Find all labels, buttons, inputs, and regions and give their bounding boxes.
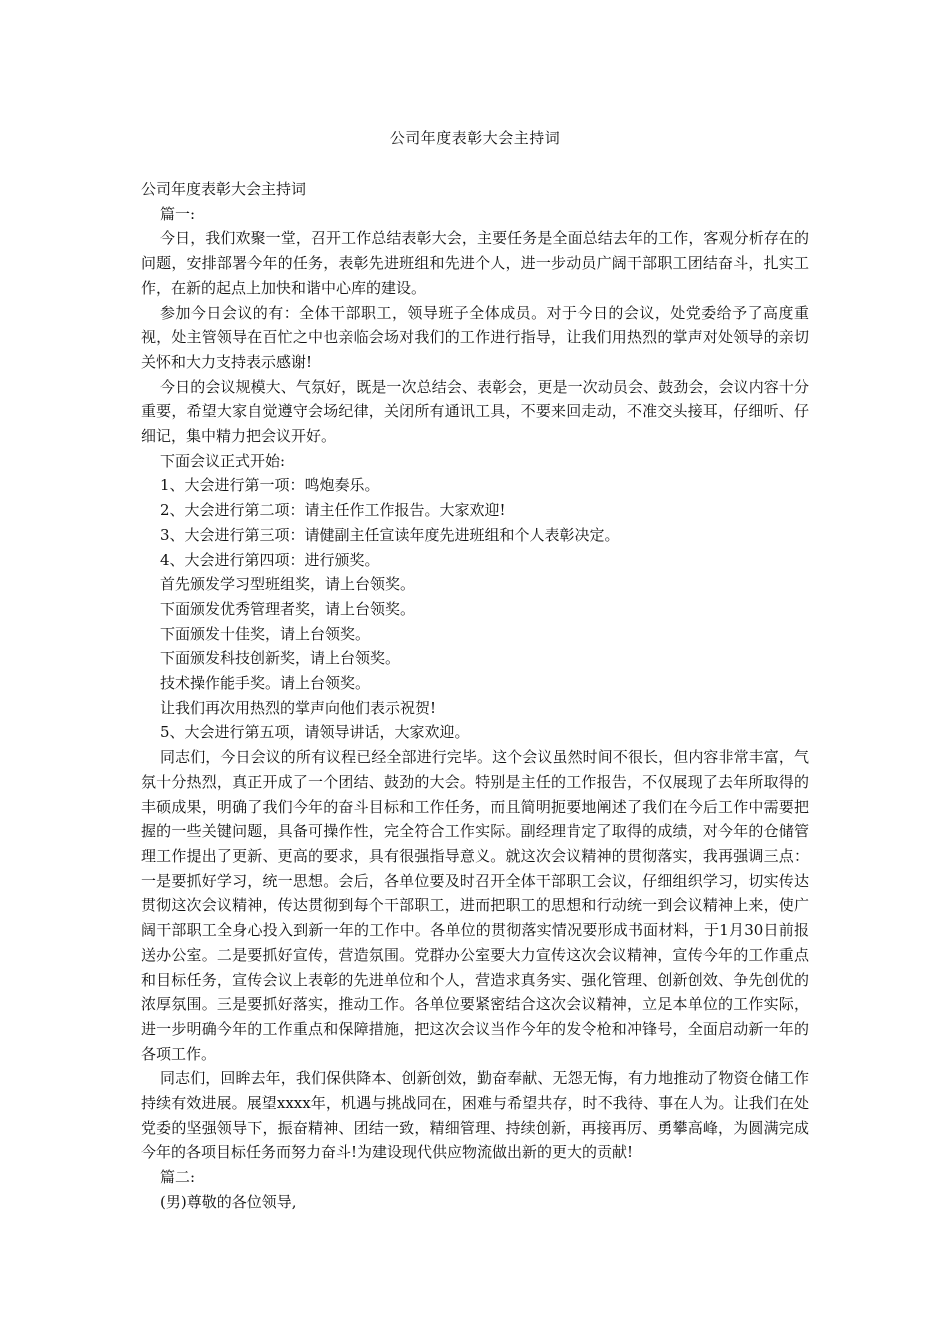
document-heading: 公司年度表彰大会主持词 <box>141 180 307 198</box>
award-line: 下面颁发优秀管理者奖，请上台领奖。 <box>160 599 416 618</box>
award-line: 首先颁发学习型班组奖，请上台领奖。 <box>160 575 416 594</box>
paragraph: 参加今日会议的有：全体干部职工，领导班子全体成员。对于今日的会议，处党委给予了高度重视，处主管领导在百忙之中也亲临会场对我们的工作进行指导，让我们用热烈的掌声对处领导的亲切关怀和大力支持表示感谢! <box>141 303 809 371</box>
paragraph: 同志们，今日会议的所有议程已经全部进行完毕。这个会议虽然时间不很长，但内容非常丰富，气氛十分热烈，真正开成了一个团结、鼓劲的大会。特别是主任的工作报告，不仅展现了去年所取得的丰硕成果，明确了我们今年的奋斗目标和工作任务，而且简明扼要地阐述了我们在今后工作中需要把握的一些关键问题，具备可操作性，完全符合工作实际。副经理肯定了取得的成绩，对今年的仓储管理工作提出了更新、更高的要求，具有很强指导意义。就这次会议精神的贯彻落实，我再强调三点：一是要抓好学习，统一思想。会后，各单位要及时召开全体干部职工会议，仔细组织学习，切实传达贯彻这次会议精神，传达贯彻到每个干部职工，进而把职工的思想和行动统一到会议精神上来，使广阔干部职工全身心投入到新一年的工作中。各单位的贯彻落实情况要形成书面材料，于1月30日前报送办公室。二是要抓好宣传，营造氛围。党群办公室要大力宣传这次会议精神，宣传今年的工作重点和目标任务，宣传会议上表彰的先进单位和个人，营造求真务实、强化管理、创新创效、争先创优的浓厚氛围。三是要抓好落实，推动工作。各单位要紧密结合这次会议精神，立足本单位的工作实际，进一步明确今年的工作重点和保障措施，把这次会议当作今年的发令枪和冲锋号，全面启动新一年的各项工作。 <box>141 748 809 1063</box>
agenda-item: 4、大会进行第四项：进行颁奖。 <box>160 550 380 569</box>
paragraph: 今日，我们欢聚一堂，召开工作总结表彰大会，主要任务是全面总结去年的工作，客观分析存在的问题，安排部署今年的任务，表彰先进班组和先进个人，进一步动员广阔干部职工团结奋斗，扎实工作，在新的起点上加快和谐中心库的建设。 <box>141 229 809 297</box>
agenda-item: 1、大会进行第一项：鸣炮奏乐。 <box>160 476 380 495</box>
agenda-item: 5、大会进行第五项，请领导讲话，大家欢迎。 <box>160 723 470 742</box>
paragraph: 今日的会议规模大、气氛好，既是一次总结会、表彰会，更是一次动员会、鼓劲会，会议内容十分重要，希望大家自觉遵守会场纪律，关闭所有通讯工具，不要来回走动，不准交头接耳，仔细听、仔细记，集中精力把会议开好。 <box>141 377 809 446</box>
section-label-1: 篇一: <box>160 204 196 223</box>
paragraph: 下面会议正式开始: <box>160 451 286 470</box>
award-line: 下面颁发科技创新奖，请上台领奖。 <box>160 649 401 668</box>
paragraph: 让我们再次用热烈的掌声向他们表示祝贺! <box>160 698 437 717</box>
award-line: 技术操作能手奖。请上台领奖。 <box>160 674 371 693</box>
agenda-item: 2、大会进行第二项：请主任作工作报告。大家欢迎! <box>160 501 506 520</box>
section-label-2: 篇二: <box>160 1168 196 1187</box>
paragraph: 同志们，回眸去年，我们保供降本、创新创效，勤奋奉献、无怨无悔，有力地推动了物资仓储工作持续有效进展。展望xxxx年，机遇与挑战同在，困难与希望共存，时不我待、事在人为。让我们在处党委的坚强领导下，振奋精神、团结一致，精细管理、持续创新，再接再厉、勇攀高峰，为圆满完成今年的各项目标任务而努力奋斗!为建设现代供应物流做出新的更大的贡献! <box>141 1069 809 1162</box>
page-title: 公司年度表彰大会主持词 <box>389 129 561 147</box>
document-body <box>141 177 809 1215</box>
award-line: 下面颁发十佳奖，请上台领奖。 <box>160 624 371 643</box>
agenda-item: 3、大会进行第三项：请健副主任宣读年度先进班组和个人表彰决定。 <box>160 525 620 544</box>
paragraph: (男)尊敬的各位领导, <box>160 1192 297 1211</box>
